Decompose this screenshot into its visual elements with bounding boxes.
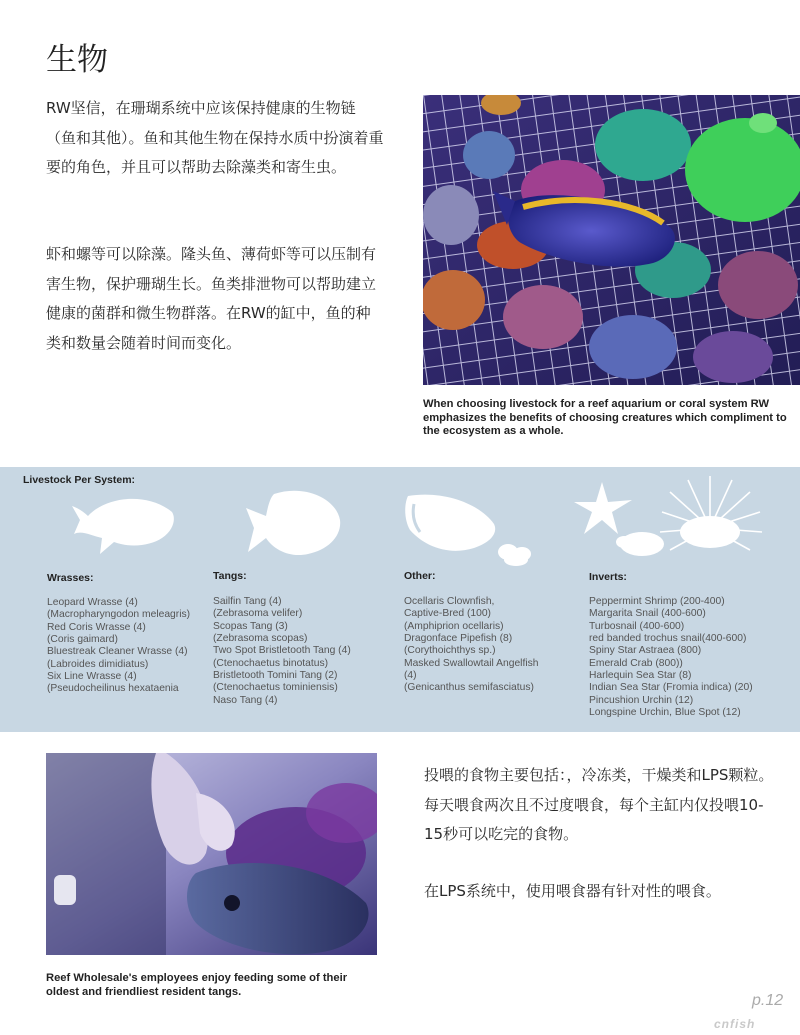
list-item: (Corythoichthys sp.) <box>404 645 496 657</box>
list-item: (Ctenochaetus tominiensis) <box>213 682 338 694</box>
wrasses-heading: Wrasses: <box>47 572 94 584</box>
list-item: Margarita Snail (400-600) <box>589 608 706 620</box>
list-item: (Macropharyngodon meleagris) <box>47 609 191 621</box>
list-item: Indian Sea Star (Fromia indica) (20) <box>589 682 753 694</box>
list-item: Bluestreak Cleaner Wrasse (4) <box>47 646 188 658</box>
list-item: (Genicanthus semifasciatus) <box>404 682 534 694</box>
top-photo-caption: When choosing livestock for a reef aquarium or coral system RW emphasizes the benefits of choosing creatures which compliment to the ecosystem as a whole. <box>423 398 787 437</box>
list-item: Spiny Star Astraea (800) <box>589 645 702 657</box>
list-item: Captive-Bred (100) <box>404 608 491 620</box>
list-item: (Amphiprion ocellaris) <box>404 620 504 632</box>
tang-icon <box>244 488 344 565</box>
watermark: cnfish <box>714 1017 756 1031</box>
angelfish-icon <box>404 490 534 575</box>
list-item: Pincushion Urchin (12) <box>589 694 694 706</box>
livestock-title: Livestock Per System: <box>23 474 136 486</box>
list-item: (Coris gaimard) <box>47 634 118 646</box>
list-item: Dragonface Pipefish (8) <box>404 633 513 645</box>
page-number: p.12 <box>752 992 784 1009</box>
coral-tank-photo <box>423 95 800 385</box>
list-item: Leopard Wrasse (4) <box>47 597 138 608</box>
intro-paragraph-1: RW坚信，在珊瑚系统中应该保持健康的生物链（鱼和其他）。鱼和其他生物在保持水质中扮演着重要的角色，并且可以帮助去除藻类和寄生虫。 <box>46 99 384 176</box>
feeding-paragraph-2: 在LPS系统中，使用喂食器有针对性的喂食。 <box>424 882 721 900</box>
list-item: (4) <box>404 670 417 682</box>
other-list <box>404 596 539 695</box>
feeding-photo <box>46 753 377 955</box>
list-item: Ocellaris Clownfish, <box>404 596 495 607</box>
list-item: Emerald Crab (800)) <box>589 657 683 669</box>
tangs-list <box>213 596 351 707</box>
list-item: (Labroides dimidiatus) <box>47 658 149 670</box>
list-item: Masked Swallowtail Angelfish <box>404 657 539 669</box>
list-item: Scopas Tang (3) <box>213 620 288 632</box>
page-title: 生物 <box>46 42 108 78</box>
list-item: Sailfin Tang (4) <box>213 596 282 607</box>
other-heading: Other: <box>404 570 436 582</box>
list-item: Bristletooth Tomini Tang (2) <box>213 670 338 682</box>
intro-paragraph-2: 虾和螺等可以除藻。隆头鱼、薄荷虾等可以压制有害生物，保护珊瑚生长。鱼类排泄物可以帮助建立健康的菌群和微生物群落。在RW的缸中，鱼的种类和数量会随着时间而变化。 <box>46 245 377 352</box>
list-item: Naso Tang (4) <box>213 694 278 706</box>
list-item: Turbosnail (400-600) <box>589 620 685 632</box>
feeding-paragraph-1: 投喂的食物主要包括：，冷冻类，干燥类和LPS颗粒。 每天喂食两次且不过度喂食，每个主缸内仅投喂10-15秒可以吃完的食物。 <box>424 766 774 843</box>
bottom-photo-caption: Reef Wholesale's employees enjoy feeding some of their oldest and friendliest resident tangs. <box>46 972 348 998</box>
inverts-list <box>589 596 753 719</box>
inverts-heading: Inverts: <box>589 571 627 583</box>
starfish-urchin-icon <box>566 472 766 567</box>
wrasse-icon <box>70 490 176 563</box>
wrasses-list <box>47 597 190 696</box>
list-item: Harlequin Sea Star (8) <box>589 670 692 682</box>
list-item: (Ctenochaetus binotatus) <box>213 657 329 669</box>
list-item: Peppermint Shrimp (200-400) <box>589 596 725 607</box>
list-item: Longspine Urchin, Blue Spot (12) <box>589 707 741 719</box>
list-item: (Zebrasoma velifer) <box>213 608 303 620</box>
tangs-heading: Tangs: <box>213 570 247 582</box>
list-item: Red Coris Wrasse (4) <box>47 621 146 633</box>
list-item: Two Spot Bristletooth Tang (4) <box>213 645 351 657</box>
list-item: (Pseudocheilinus hexataenia <box>47 683 179 695</box>
list-item: Six Line Wrasse (4) <box>47 671 137 683</box>
list-item: (Zebrasoma scopas) <box>213 633 308 645</box>
list-item: red banded trochus snail(400-600) <box>589 633 747 645</box>
